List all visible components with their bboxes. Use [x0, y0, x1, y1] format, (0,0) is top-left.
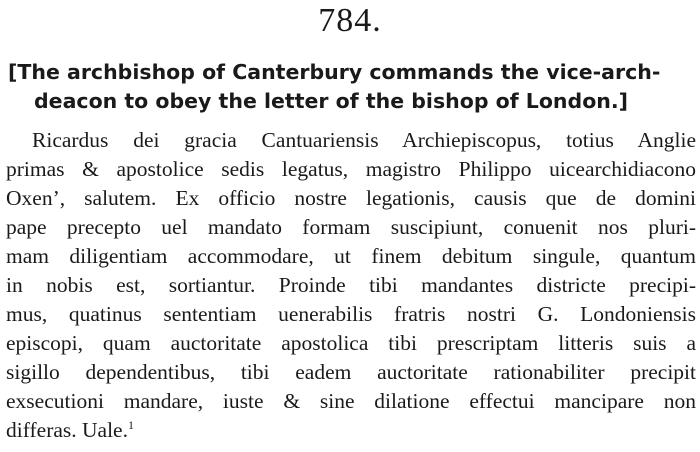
body-line: Oxen’, salutem. Ex officio nostre legationis, causis que de domini	[6, 186, 696, 210]
footnote-marker: 1	[127, 417, 134, 432]
body-line: mus, quatinus sententiam uenerabilis fratris nostri G. Londoniensis	[6, 302, 696, 326]
body-line: pape precepto uel mandato formam suscipiunt, conuenit nos pluri-	[6, 215, 696, 239]
body-line: Ricardus dei gracia Cantuariensis Archiepiscopus, totius Anglie	[32, 128, 696, 152]
document-number: 784.	[318, 2, 382, 39]
document-heading	[8, 58, 698, 116]
heading-line-1: [The archbishop of Canterbury commands the vice-arch-	[8, 60, 661, 84]
body-line-final	[6, 416, 696, 445]
body-line: mam diligentiam accommodare, ut finem debitum singule, quantum	[6, 244, 696, 268]
heading-line-2: deacon to obey the letter of the bishop of London.]	[34, 89, 629, 113]
body-line: exsecutioni mandare, iuste & sine dilatione effectui mancipare non	[6, 389, 696, 413]
body-line: primas & apostolice sedis legatus, magistro Philippo uicearchidiacono	[6, 157, 696, 181]
body-line: episcopi, quam auctoritate apostolica tibi prescriptam litteris suis a	[6, 331, 696, 355]
letter-body	[6, 126, 696, 445]
body-line: sigillo dependentibus, tibi eadem auctoritate rationabiliter precipit	[6, 360, 696, 384]
body-line: in nobis est, sortiantur. Proinde tibi mandantes districte precipi-	[6, 273, 696, 297]
body-line-final-text: differas. Uale.	[6, 418, 128, 442]
